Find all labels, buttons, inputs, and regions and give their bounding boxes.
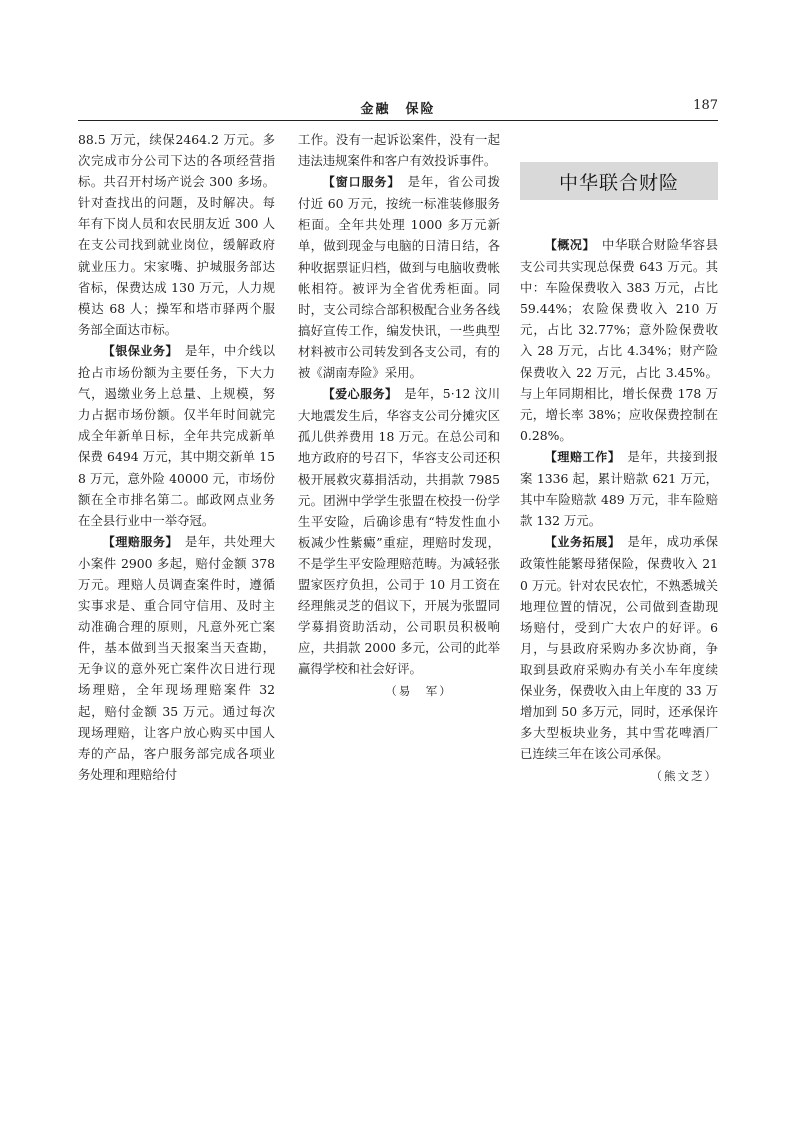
author-credit: （易 军） <box>385 684 453 699</box>
section-tag: 【银保业务】 <box>102 343 173 358</box>
section-tag: 【爱心服务】 <box>322 387 392 402</box>
paragraph: 88.5 万元，续保2464.2 万元。多次完成市分公司下达的各项经营指标。共召开村场产说会 300 多场。针对查找出的问题，及时解决。每年有下岗人员和农民朋友近 300 人在支公司找到就业岗位，缓解政府就业压力。宋家嘴、护城服务部达省标，保费达成 130 万元，人力规模达 68 人；操军和塔市驿两个服务部全面达市标。 <box>78 132 275 337</box>
header-title: 金融 保险 <box>360 102 436 117</box>
section-tag: 【理赔服务】 <box>102 534 173 549</box>
paragraph-text: 是年，共处理大小案件 2900 多起，赔付金额 378 万元。理赔人员调查案件时，遵循实事求是、重合同守信用、及时主动准确合理的原则，凡意外死亡案件，基本做到当天报案当天查勘，无争议的意外死亡案件次日进行现场理赔，全年现场理赔案件 32 起，赔付金额 35 万元。通过每次现场理赔，让客户放心购买中国人寿的产品，客户服务部完成各项业务处理和理赔给付 <box>78 533 275 782</box>
section-title: 中华联合财险 <box>558 171 679 194</box>
paragraph-charity-service <box>298 383 500 679</box>
page-number: 187 <box>693 98 718 113</box>
column-left <box>78 129 275 785</box>
paragraph-text: 是年，省公司拨付近 60 万元，按统一标准装修服务柜面。全年共处理 1000 多万元新单，做到现金与电脑的日清日结，各种收据票证归档，做到与电脑收费帐帐相符。被评为全省优秀柜面。同时，支公司综合部积极配合业务各线搞好宣传工作，编发快讯，一些典型材料被市公司转发到各支公司，有的被《湖南寿险》采用。 <box>298 174 501 381</box>
paragraph-bank-insurance <box>78 340 275 531</box>
paragraph-text: 是年，5·12 汶川大地震发生后，华容支公司分摊灾区孤儿供养费用 18 万元。在总公司和地方政府的号召下，华容支公司还积极开展救灾募捐活动，共捐款 7985 元。团洲中学学生张盟在校投一份学生平安险，后确诊患有“特发性血小板减少性紫癜”重症，理赔时发现，不是学生平安险理赔范畴。为减轻张盟家医疗负担，公司于 10 月工资在经理熊灵芝的倡议下，开展为张盟同学募捐资助活动，公司职员积极响应，共捐款 2000 多元，公司的此举赢得学校和社会好评。 <box>298 386 501 677</box>
section-tag: 【业务拓展】 <box>544 535 615 550</box>
paragraph-overview <box>520 234 718 446</box>
section-tag: 【窗口服务】 <box>322 175 395 190</box>
paragraph-window-service <box>298 171 500 383</box>
paragraph-text: 中华联合财险华容县支公司共实现总保费 643 万元。其中：车险保费收入 383 万元，占比 59.44%；农险保费收入 210 万元，占比 32.77%；意外险保费收入 28 万元，占比 4.34%；财产险保费收入 22 万元，占比 3.45%。与上年同期相比，增长保费 178 万元，增长率 38%；应收保费控制在 0.28%。 <box>520 237 718 443</box>
paragraph-text: 是年，中介线以抢占市场份额为主要任务，下大力气，遏缴业务上总量、上规模，努力占据市场份额。仅半年时间就完成全年新单日标，全年共完成新单保费 6494 万元，其中期交新单 158 万元，意外险 40000 元，市场份额在全市排名第二。邮政网点业务在全县行业中一举夺冠。 <box>78 342 275 528</box>
section-heading-box <box>520 162 718 200</box>
paragraph: 工作。没有一起诉讼案件，没有一起违法违规案件和客户有效投诉事件。 <box>298 132 500 169</box>
author-credit: （熊文芝） <box>650 769 718 784</box>
column-middle <box>298 129 500 703</box>
paragraph-claims-work <box>520 446 718 531</box>
paragraph-text: 是年，共接到报案 1336 起，累计赔款 621 万元，其中车险赔款 489 万元，非车险赔款 132 万元。 <box>520 448 719 529</box>
running-header <box>78 96 718 120</box>
section-tag: 【概况】 <box>544 238 590 252</box>
paragraph-business-expansion <box>520 531 718 764</box>
paragraph-text: 是年，成功承保政策性能繁母猪保险，保费收入 210 万元。针对农民农忙，不熟悉城关地理位置的情况，公司做到查勘现场赔付，受到广大农户的好评。6 月，与县政府采购办多次协商，争取到县政府采购办有关小车年度续保业务，保费收入由上年度的 33 万增加到 50 多万元，同时，还承保许多大型板块业务，其中雪花啤酒厂已连续三年在该公司承保。 <box>520 534 719 762</box>
section-tag: 【理赔工作】 <box>544 449 615 464</box>
header-rule <box>78 120 718 121</box>
column-right <box>520 234 718 787</box>
paragraph-claims-service <box>78 531 275 785</box>
